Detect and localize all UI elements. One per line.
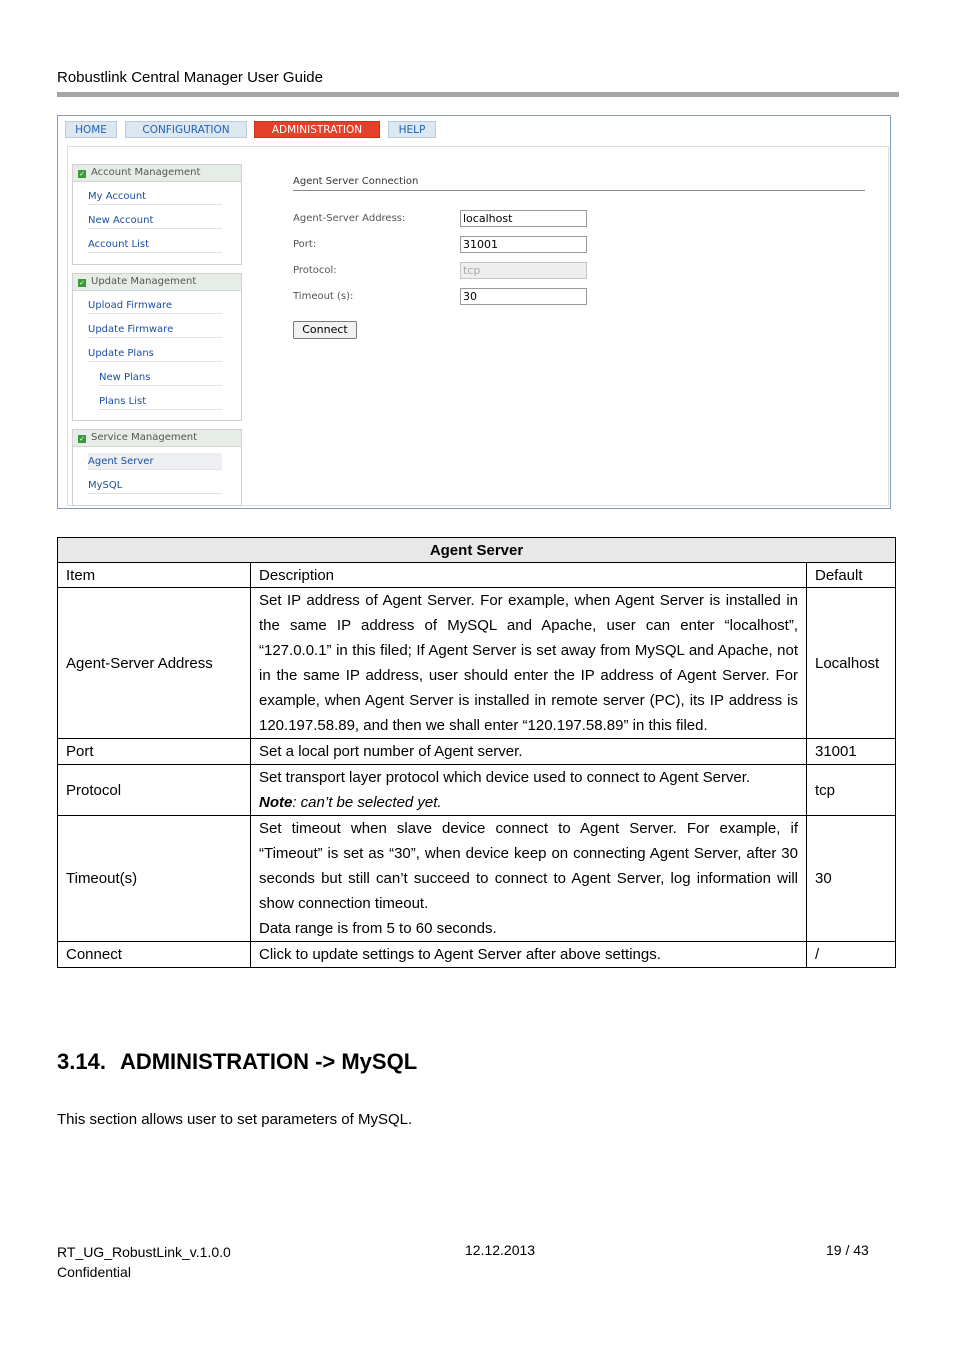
column-header-item: Item <box>58 563 251 588</box>
row-description: Click to update settings to Agent Server after above settings. <box>251 942 807 968</box>
footer-confidential: Confidential <box>57 1264 131 1280</box>
sidebar-item-plans-list[interactable]: Plans List <box>99 393 222 410</box>
service-management-group <box>72 429 242 506</box>
port-label: Port: <box>293 239 317 250</box>
check-icon: ✓ <box>79 170 85 178</box>
table-row <box>58 765 896 816</box>
connect-button[interactable]: Connect <box>293 321 357 339</box>
row-description-text: Set timeout when slave device connect to Agent Server. For example, if “Timeout” is set as “30”, when device keep on connecting Agent Server, after 30 seconds but still can’t succeed to connect to Agent Server, log information will show connection timeout. <box>259 820 798 912</box>
row-description <box>251 816 807 942</box>
sidebar-item-new-plans[interactable]: New Plans <box>99 369 222 386</box>
protocol-input: tcp <box>460 262 587 279</box>
update-management-title: Update Management <box>91 276 197 287</box>
row-item: Connect <box>58 942 251 968</box>
timeout-label: Timeout (s): <box>293 291 354 302</box>
address-label: Agent-Server Address: <box>293 213 406 224</box>
footer-page: 19 / 43 <box>826 1242 869 1258</box>
agent-server-table <box>57 537 896 968</box>
table-row <box>58 739 896 765</box>
section-number: 3.14. <box>57 1049 106 1074</box>
footer-doc-id: RT_UG_RobustLink_v.1.0.0 <box>57 1244 231 1260</box>
sidebar-item-agent-server[interactable]: Agent Server <box>88 453 222 470</box>
footer-date: 12.12.2013 <box>465 1242 536 1258</box>
sidebar-item-update-plans[interactable]: Update Plans <box>88 345 222 362</box>
check-icon: ✓ <box>79 279 85 287</box>
row-default: 31001 <box>807 739 896 765</box>
port-input[interactable]: 31001 <box>460 236 587 253</box>
check-icon: ✓ <box>79 435 85 443</box>
document-header: Robustlink Central Manager User Guide <box>57 69 323 86</box>
section-body: This section allows user to set parameters of MySQL. <box>57 1111 413 1128</box>
row-default: Localhost <box>807 588 896 739</box>
table-row <box>58 816 896 942</box>
footer-left <box>57 1242 231 1282</box>
sidebar-item-mysql[interactable]: MySQL <box>88 477 222 494</box>
update-management-group <box>72 273 242 421</box>
column-header-description: Description <box>251 563 807 588</box>
row-item: Timeout(s) <box>58 816 251 942</box>
sidebar-item-my-account[interactable]: My Account <box>88 188 222 205</box>
row-description: Set IP address of Agent Server. For example, when Agent Server is installed in the same IP address of MySQL and Apache, user can enter “localhost”, “127.0.0.1” in this filed; If Agent Server is set away from MySQL and Apache, not in the same IP address, user should enter the IP address of Agent Server. For example, when Agent Server is installed in remote server (PC), its IP address is 120.197.58.89, and then we shall enter “120.197.58.89” in this filed. <box>251 588 807 739</box>
ui-screenshot <box>57 115 891 509</box>
service-management-title: Service Management <box>91 432 198 443</box>
tab-home[interactable]: HOME <box>65 121 117 138</box>
tab-administration[interactable]: ADMINISTRATION <box>254 121 380 138</box>
sidebar-item-new-account[interactable]: New Account <box>88 212 222 229</box>
row-description <box>251 765 807 816</box>
form-title: Agent Server Connection <box>293 176 865 191</box>
account-management-title: Account Management <box>91 167 201 178</box>
account-management-group <box>72 164 242 265</box>
table-title: Agent Server <box>58 538 896 563</box>
row-description-extra: Data range is from 5 to 60 seconds. <box>259 920 497 937</box>
row-default: 30 <box>807 816 896 942</box>
row-item: Agent-Server Address <box>58 588 251 739</box>
sidebar-item-account-list[interactable]: Account List <box>88 236 222 253</box>
note-text: : can’t be selected yet. <box>292 794 442 811</box>
row-description-text: Set transport layer protocol which device used to connect to Agent Server. <box>259 769 751 786</box>
tab-configuration[interactable]: CONFIGURATION <box>125 121 247 138</box>
note-label: Note <box>259 794 293 811</box>
sidebar-item-update-firmware[interactable]: Update Firmware <box>88 321 222 338</box>
sidebar-item-upload-firmware[interactable]: Upload Firmware <box>88 297 222 314</box>
row-item: Port <box>58 739 251 765</box>
column-header-default: Default <box>807 563 896 588</box>
table-row <box>58 942 896 968</box>
row-item: Protocol <box>58 765 251 816</box>
tab-help[interactable]: HELP <box>388 121 436 138</box>
address-input[interactable]: localhost <box>460 210 587 227</box>
protocol-label: Protocol: <box>293 265 337 276</box>
timeout-input[interactable]: 30 <box>460 288 587 305</box>
table-row <box>58 588 896 739</box>
row-default: / <box>807 942 896 968</box>
header-rule <box>57 92 899 97</box>
row-description: Set a local port number of Agent server. <box>251 739 807 765</box>
row-default: tcp <box>807 765 896 816</box>
section-heading <box>57 1049 417 1075</box>
section-title: ADMINISTRATION -> MySQL <box>119 1049 418 1074</box>
